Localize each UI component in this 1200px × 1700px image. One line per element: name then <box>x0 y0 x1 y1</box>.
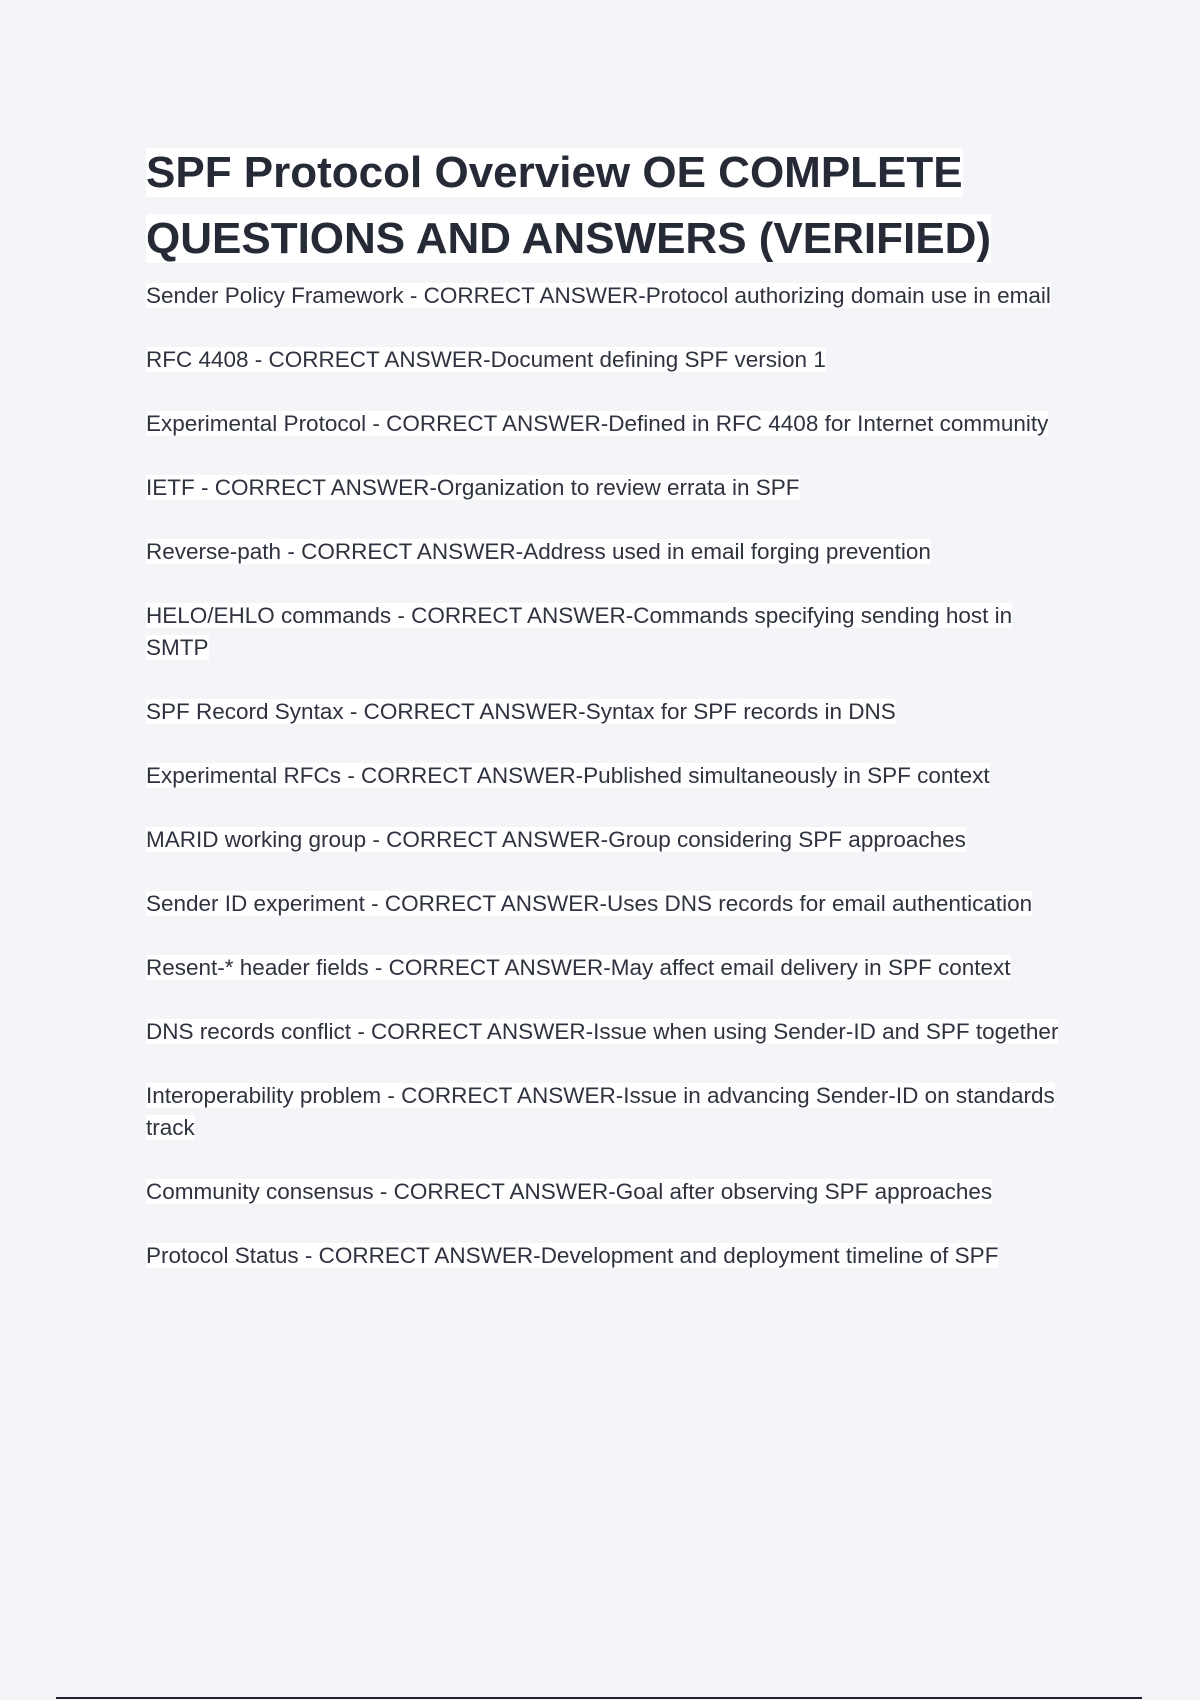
qa-term: Protocol Status <box>146 1243 299 1268</box>
qa-answer: Organization to review errata in SPF <box>436 475 800 500</box>
qa-term: DNS records conflict <box>146 1019 352 1044</box>
qa-item <box>146 952 1066 984</box>
qa-separator: - CORRECT ANSWER- <box>364 891 607 916</box>
page-bottom-rule <box>56 1697 1142 1699</box>
qa-item <box>146 888 1066 920</box>
qa-answer: Issue in advancing Sender-ID on standards track <box>146 1083 1055 1140</box>
qa-term: Reverse-path <box>146 539 282 564</box>
qa-item <box>146 696 1066 728</box>
qa-item <box>146 600 1066 664</box>
qa-term: RFC 4408 <box>146 347 249 372</box>
qa-list <box>146 280 1066 1272</box>
qa-separator: - CORRECT ANSWER- <box>194 475 437 500</box>
qa-answer: Goal after observing SPF approaches <box>615 1179 993 1204</box>
qa-item <box>146 536 1066 568</box>
qa-term: HELO/EHLO commands <box>146 603 392 628</box>
qa-item <box>146 408 1066 440</box>
qa-separator: - CORRECT ANSWER- <box>343 699 586 724</box>
qa-answer: Published simultaneously in SPF context <box>583 763 990 788</box>
qa-separator: - CORRECT ANSWER- <box>248 347 491 372</box>
qa-separator: - CORRECT ANSWER- <box>366 411 609 436</box>
qa-separator: - CORRECT ANSWER- <box>351 1019 594 1044</box>
qa-separator: - CORRECT ANSWER- <box>298 1243 541 1268</box>
qa-answer: Protocol authorizing domain use in email <box>645 283 1051 308</box>
qa-answer: Development and deployment timeline of SPF <box>540 1243 999 1268</box>
qa-item <box>146 344 1066 376</box>
qa-answer: Issue when using Sender-ID and SPF together <box>593 1019 1059 1044</box>
document-title-text: SPF Protocol Overview OE COMPLETE QUESTIONS AND ANSWERS (VERIFIED) <box>146 148 992 263</box>
qa-item <box>146 1080 1066 1144</box>
qa-answer: Group considering SPF approaches <box>608 827 966 852</box>
qa-separator: - CORRECT ANSWER- <box>381 1083 624 1108</box>
qa-item <box>146 1176 1066 1208</box>
qa-answer: Uses DNS records for email authentication <box>606 891 1033 916</box>
qa-item <box>146 760 1066 792</box>
qa-term: Experimental Protocol <box>146 411 367 436</box>
qa-term: Experimental RFCs <box>146 763 342 788</box>
qa-item <box>146 280 1066 312</box>
qa-separator: - CORRECT ANSWER- <box>373 1179 616 1204</box>
qa-separator: - CORRECT ANSWER- <box>403 283 646 308</box>
qa-separator: - CORRECT ANSWER- <box>341 763 584 788</box>
qa-item <box>146 472 1066 504</box>
qa-answer: Syntax for SPF records in DNS <box>585 699 896 724</box>
qa-term: MARID working group <box>146 827 367 852</box>
qa-term: Sender ID experiment <box>146 891 365 916</box>
qa-answer: Address used in email forging prevention <box>523 539 931 564</box>
qa-term: Resent-* header fields <box>146 955 369 980</box>
qa-item <box>146 1016 1066 1048</box>
qa-answer: Defined in RFC 4408 for Internet community <box>608 411 1049 436</box>
qa-separator: - CORRECT ANSWER- <box>366 827 609 852</box>
qa-term: Community consensus <box>146 1179 374 1204</box>
qa-separator: - CORRECT ANSWER- <box>368 955 611 980</box>
qa-separator: - CORRECT ANSWER- <box>391 603 634 628</box>
document-title <box>146 140 1066 272</box>
qa-answer: Document defining SPF version 1 <box>490 347 826 372</box>
qa-term: Sender Policy Framework <box>146 283 404 308</box>
qa-answer: Commands specifying sending host in SMTP <box>146 603 1013 660</box>
qa-separator: - CORRECT ANSWER- <box>281 539 524 564</box>
qa-term: Interoperability problem <box>146 1083 382 1108</box>
qa-item <box>146 824 1066 856</box>
document-content <box>146 140 1066 1304</box>
qa-item <box>146 1240 1066 1272</box>
qa-term: IETF <box>146 475 195 500</box>
qa-answer: May affect email delivery in SPF context <box>610 955 1011 980</box>
qa-term: SPF Record Syntax <box>146 699 344 724</box>
